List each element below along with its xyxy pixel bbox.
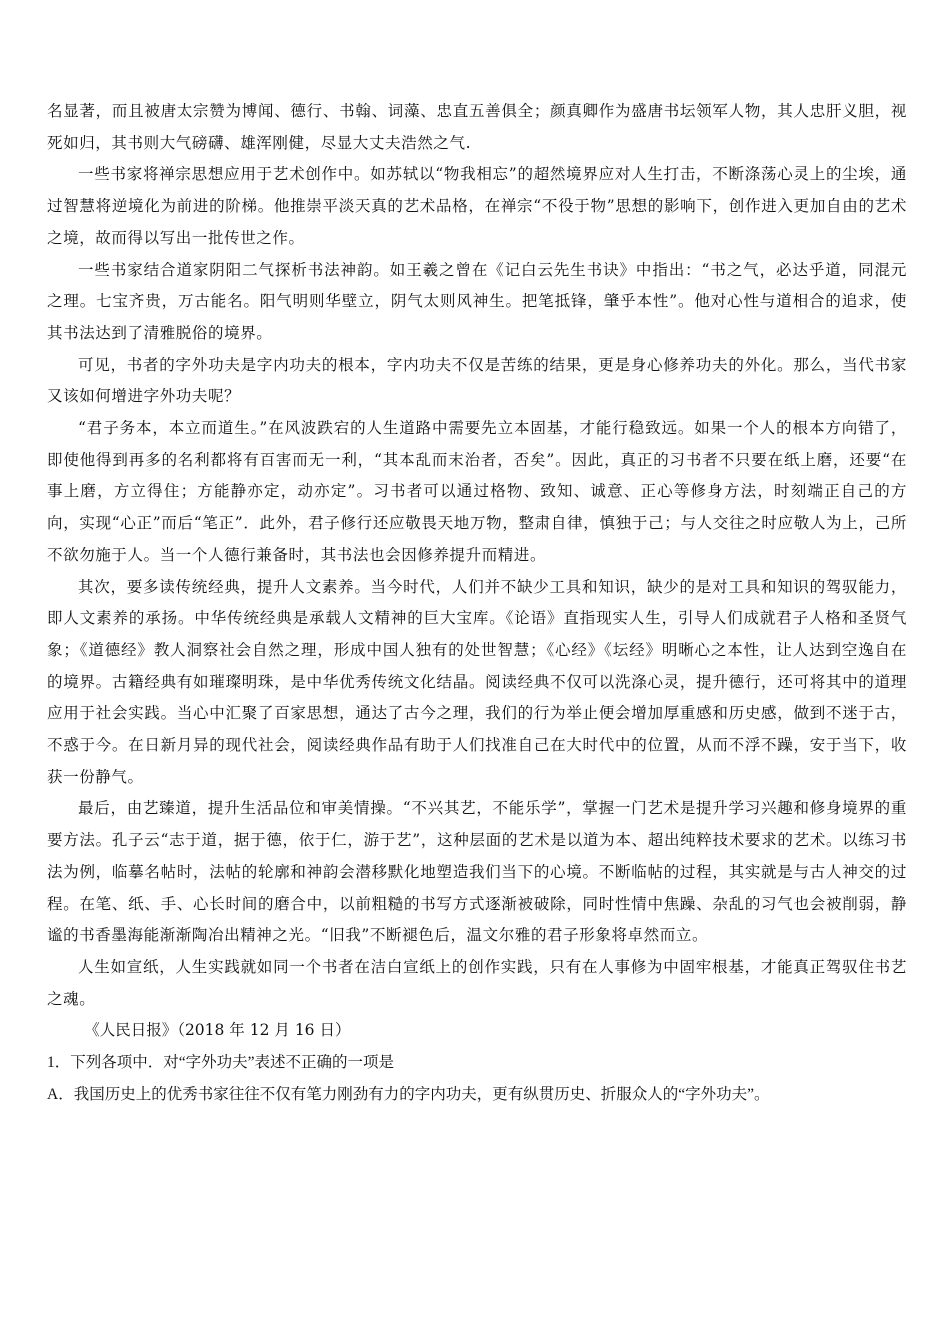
question-option-a: A．我国历史上的优秀书家往往不仅有笔力刚劲有力的字内功夫，更有纵贯历史、折服众人的“字外功夫”。 (47, 1085, 770, 1103)
paragraph-third-point: 最后，由艺臻道，提升生活品位和审美情操。“不兴其艺，不能乐学”，掌握一门艺术是提升学习兴趣和修身境界的重要方法。孔子云“志于道，据于德，依于仁，游于艺”，这种层面的艺术是以道为本、超出纯粹技术要求的艺术。以练习书法为例，临摹名帖时，法帖的轮廓和神韵会潜移默化地塑造我们当下的心境。不断临帖的过程，其实就是与古人神交的过程。在笔、纸、手、心长时间的磨合中，以前粗糙的书写方式逐渐被破除，同时性情中焦躁、杂乱的习气也会被削弱，静谧的书香墨海能渐渐陶冶出精神之光。“旧我”不断褪色后，温文尔雅的君子形象将卓然而立。 (47, 799, 907, 945)
paragraph-zen: 一些书家将禅宗思想应用于艺术创作中。如苏轼以“物我相忘”的超然境界应对人生打击，不断涤荡心灵上的尘埃，通过智慧将逆境化为前进的阶梯。他推崇平淡天真的艺术品格，在禅宗“不役于物”思想的影响下，创作进入更加自由的艺术之境，故而得以写出一批传世之作。 (47, 165, 907, 247)
paragraph-continuation: 名显著，而且被唐太宗赞为博闻、德行、书翰、词藻、忠直五善俱全；颜真卿作为盛唐书坛领军人物，其人忠肝义胆，视死如归，其书则大气磅礴、雄浑刚健，尽显大丈夫浩然之气. (47, 102, 907, 152)
paragraph-closing: 人生如宣纸，人生实践就如同一个书者在洁白宣纸上的创作实践，只有在人事修为中固牢根基，才能真正驾驭住书艺之魂。 (47, 957, 907, 1008)
article-source: 《人民日报》（2018 年 12 月 16 日） (84, 1021, 351, 1040)
document-page (47, 96, 907, 1111)
paragraph-first-point: “君子务本，本立而道生。”在风波跌宕的人生道路中需要先立本固基，才能行稳致远。如果一个人的根本方向错了，即使他得到再多的名利都将有百害而无一利，“其本乱而末治者，否矣”。因此，真正的习书者不只要在纸上磨，还要“在事上磨，方立得住；方能静亦定，动亦定”。习书者可以通过格物、致知、诚意、正心等修身方法，时刻端正自己的方向，实现“心正”而后“笔正”．此外，君子修行还应敬畏天地万物，整肃自律，慎独于己；与人交往之时应敬人为上，己所不欲勿施于人。当一个人德行兼备时，其书法也会因修养提升而精进。 (47, 419, 907, 564)
paragraph-second-point: 其次，要多读传统经典，提升人文素养。当今时代，人们并不缺少工具和知识，缺少的是对工具和知识的驾驭能力，即人文素养的承扬。中华传统经典是承载人文精神的巨大宝库。《论语》直指现实人生，引导人们成就君子人格和圣贤气象；《道德经》教人洞察社会自然之理，形成中国人独有的处世智慧；《心经》《坛经》明晰心之本性，让人达到空逸自在的境界。古籍经典有如璀璨明珠，是中华优秀传统文化结晶。阅读经典不仅可以洗涤心灵，提升德行，还可将其中的道理应用于社会实践。当心中汇聚了百家思想，通达了古今之理，我们的行为举止便会增加厚重感和历史感，做到不迷于古，不惑于今。在日新月异的现代社会，阅读经典作品有助于人们找准自己在大时代中的位置，从而不浮不躁，安于当下，收获一份静气。 (47, 577, 907, 786)
question-stem: 1．下列各项中．对“字外功夫”表述不正确的一项是 (47, 1054, 395, 1072)
paragraph-conclusion-question: 可见，书者的字外功夫是字内功夫的根本，字内功夫不仅是苦练的结果，更是身心修养功夫的外化。那么，当代书家又该如何增进字外功夫呢？ (47, 355, 907, 406)
paragraph-tao: 一些书家结合道家阴阳二气探析书法神韵。如王羲之曾在《记白云先生书诀》中指出：“书之气，必达乎道，同混元之理。七宝齐贵，万古能名。阳气明则华壁立，阴气太则风神生。把笔抵锋，肇乎本性”。他对心性与道相合的追求，使其书法达到了清雅脱俗的境界。 (47, 260, 907, 342)
